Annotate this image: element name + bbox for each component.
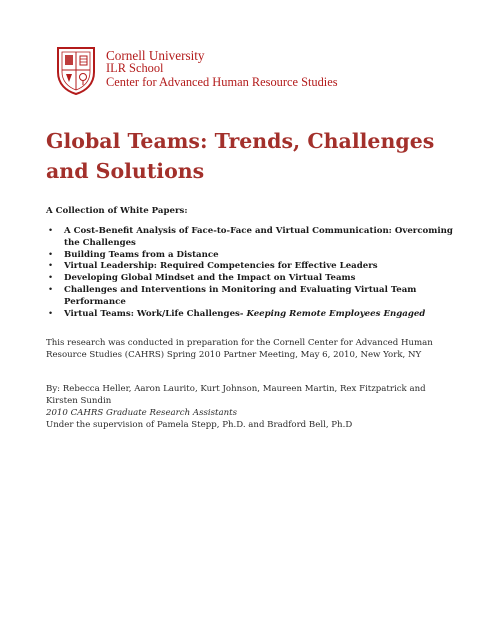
supervision: Under the supervision of Pamela Stepp, Ph.D. and Bradford Bell, Ph.D (46, 420, 353, 430)
school-name: ILR School (106, 61, 164, 76)
list-item: • Building Teams from a Distance (48, 249, 219, 260)
research-note: This research was conducted in preparation for the Cornell Center for Advanced Human Resource Studies (CAHRS) Spring 2010 Partner Meeting, May 6, 2010, New York, NY (46, 338, 433, 360)
authors-role: 2010 CAHRS Graduate Research Assistants (46, 408, 238, 418)
authors: By: Rebecca Heller, Aaron Laurito, Kurt Johnson, Maureen Martin, Rex Fitzpatrick and Kirsten Sundin (46, 384, 426, 406)
bullet-icon: • (48, 226, 54, 236)
paper-subtitle: Keeping Remote Employees Engaged (246, 308, 426, 319)
document-title: Global Teams: Trends, Challenges and Solutions (46, 129, 435, 183)
bullet-icon: • (48, 273, 54, 284)
white-paper-list (46, 226, 456, 320)
bullet-icon: • (48, 284, 54, 295)
list-item: • Challenges and Interventions in Monitoring and Evaluating Virtual Team Performance (48, 284, 417, 307)
bullet-icon: • (48, 261, 54, 272)
list-item: • Virtual Leadership: Required Competencies for Effective Leaders (48, 261, 378, 272)
authors-block (46, 383, 456, 431)
list-item: • A Cost-Benefit Analysis of Face-to-Face and Virtual Communication: Overcoming the Challenges (48, 226, 453, 248)
collection-label: A Collection of White Papers: (46, 206, 188, 216)
logo-wordmark (106, 49, 338, 89)
center-name: Center for Advanced Human Resource Studies (106, 74, 338, 89)
list-item: • Virtual Teams: Work/Life Challenges- Keeping Remote Employees Engaged (48, 308, 426, 319)
university-name: Cornell University (106, 48, 205, 63)
bullet-icon: • (48, 249, 54, 260)
list-item: • Developing Global Mindset and the Impact on Virtual Teams (48, 273, 356, 284)
bullet-icon: • (48, 308, 54, 319)
cornell-seal-icon (56, 46, 96, 96)
